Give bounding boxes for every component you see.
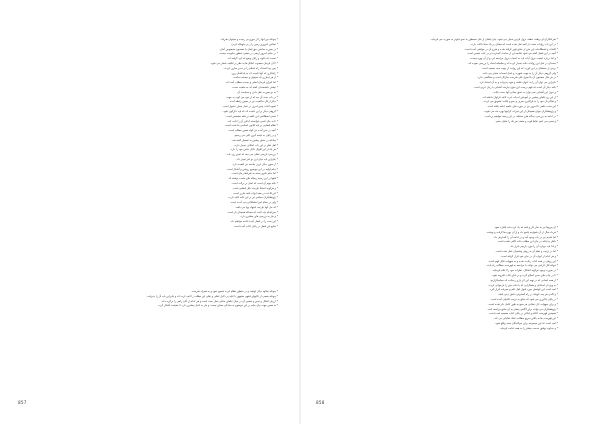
text-line: * این فهرست ها به یافتن سریع مطالب کمک شایانی می کند. <box>493 317 558 321</box>
text-line: * در پایان یادآوری می شود که منابع به ترتیب الفبایی آمده است. <box>490 297 558 301</box>
text-line: * آنچه در این فصل گفته می شود خلاصه ای از مباحث گسترده تر در کتب تفسیر است. <box>466 52 558 56</box>
text-line: * تا آن فرمان منصوب اخلاق ها به نظر بر تکلیف شمار می شود. <box>210 61 278 65</box>
text-line: * اما اجرای فرمان اصلی و نسبت مطلب آمده اند. <box>225 81 278 85</box>
text-line: * دیگر ارکان حاکمیت نیز در همین رابطه آمده. <box>229 100 278 104</box>
text-line: * چونکه بعلاوه دیگر کوشید و در منظور نظام کرده تسبیح نمود و به همراه شریعت. <box>191 290 278 293</box>
text-line: * این سنت علمی تا امروز نیز در حوزه های علمیه ادامه یافته است. <box>487 105 558 109</box>
left-page-top-text <box>42 38 278 230</box>
text-line: * محدثان در نقل این روایات دقت بسیار کرده اند و سلسله اسناد را بررسی نموده اند. <box>467 61 558 65</box>
text-line: * خوانندگان گرامی می توانند با مراجعه به فهرست مطالب راه یابند. <box>486 264 558 268</box>
text-line: * و گامی هر چند کوچک در راه گسترش دانش دینی باشد. <box>497 293 558 297</box>
text-line: * چونکه بین آنها را از جورو بی رمیده و نمیتوان شریک، <box>220 38 278 41</box>
text-line: * و اما درباره کیفیت نزول آیات باید به اسباب نزول مراجعه کرد و از آن بهره جست. <box>469 57 558 61</box>
text-line: * هر یک از این اقوال دلایل خاص خود را دارد. <box>230 148 278 152</box>
text-line: * چنانکه در بخش پیشین به تفصیل گفته شد. <box>231 138 278 142</box>
text-line: * مرداد سال از آن شیواییه پاسخ داد و از آن بهره ها گرفت و نوشت. <box>486 230 558 234</box>
text-line: * از این رو علمای پیشین بر آموختن ادبیات عرب تاکید فراوان داشته اند. <box>482 95 558 99</box>
right-page-bottom-text <box>322 226 558 374</box>
text-line: * در صورت وجود هرگونه اشکال، نظرات خود را اعلام فرمایند. <box>491 269 558 273</box>
text-line: * و لذا باید دوباره آن را مورد بازبینی قرار داد. <box>509 245 558 249</box>
text-line: * و نیاز به بررسی های بیشتری دارد. <box>239 215 278 219</box>
text-line: * ناظر به اینکه در بیان این مطلب دقت کافی نشده است. <box>497 240 558 244</box>
text-line: * بررسی تاریخی نشان می دهد که تغییر رخ داده. <box>226 153 278 157</box>
text-line: * کلمات و اصطلاحات این متن از منابع کهن گرفته شده و شرح آن در حواشی آمده است. <box>464 47 558 51</box>
text-line: * همچنین فهرست اعلام و اماکن در پایان کتاب ضمیمه شده است. <box>488 312 558 316</box>
text-line: * تا به حال کسی نتوانسته ادعای آن را ثابت کند. <box>227 119 278 123</box>
text-line: * اما تقدیم نیز در باب وجود آمد و در ادامه آن را گسترش داد. <box>493 235 558 239</box>
text-line: * سرانجام باید گفت که مساله همچنان باز است. <box>226 210 278 214</box>
left-page-bottom-text <box>42 290 278 338</box>
text-line: * پس پیدا استداد راه اسلام را بر مدبر سازی کردند. <box>223 66 278 70</box>
text-line: * گروهی دیگر بر این عقیده اند که باید دگرگون شود. <box>222 109 278 113</box>
text-line: * برخی از محققان بر این باورند که این روایت از جهت سند ضعیف است. <box>481 66 558 70</box>
text-line: * ولی در مقام اجرا مشکلاتی پدید آمده است. <box>229 201 278 205</box>
text-line: * اهل نظر در این باب اختلاف بسیار دارند. <box>233 143 278 147</box>
text-line: * و شاگردان خود را به فراگیری صرف و نحو و بلاغت تشویق می کردند. <box>482 100 558 104</box>
text-line: * نکته مهم آن است که اصل بر برائت است. <box>231 181 278 185</box>
text-line: * بنابراین باید میان این دو امر تمییز داد. <box>236 157 278 161</box>
right-page-top-text <box>322 38 558 186</box>
text-line: * و هرگونه استثنا نیازمند دلیل قطعی است. <box>232 186 278 190</box>
text-line: * پژوهشگران معاصر نیز بر این نکته تاکید دارند. <box>227 196 278 200</box>
text-line: * که حل آنها نیازمند اجتهاد پویا می باشد. <box>234 205 278 209</box>
text-line: * شرکتکاران او برطف عطف نزول قرنین بسیار می شود. بیان ایشان از نقل مسطور به نحو نیکوتر به صورت می فرماید. <box>430 38 558 41</box>
right-page <box>300 0 600 424</box>
text-line: * به ویژه از استادان و همکارانی که با دقت متن را بازخوانی کردند. <box>487 283 558 287</box>
text-line: * نکته دیگر آن است که فهم درست این متون نیازمند آشنایی با زبان عربی است. <box>473 85 558 89</box>
text-line: * نظام قضایی بر پایه قانون اساسی بنا شده است. <box>224 124 278 128</box>
text-line: * منابع این فصل در پایان کتاب آمده است. <box>233 225 278 229</box>
text-line: * چونکه بعضی از کتابهای فقهی مشهور با تکیه بر دلایل عقلی و نقلی این مطلب را تایید کرده اند و بنابراین باید آن را پذیرفت. <box>146 294 278 298</box>
text-line: * و پژوهشگران جوان همچنان از این میراث گرانبها بهره مند می شوند. <box>483 109 558 113</box>
text-line: * در این باب روایات متعدد از ائمه نقل شده است که همگی بر یک معنا دلالت دارند. <box>470 42 558 46</box>
text-line: * این بحث را در فصل آینده ادامه خواهیم داد. <box>230 220 278 224</box>
text-line: * تا در چاپ های بعدی اصلاح گردد و بر غنای کتاب افزوده شود. <box>491 273 558 277</box>
text-line: * و برای سهولت کار، نشانی هر منبع به طور کامل ذکر شده است. <box>487 302 558 306</box>
text-line: * و در پایان به نتیجه گیری کلی می رسیم. <box>233 133 278 137</box>
text-line: * در صورت ساختن حق اصل یا مضمون مخصوص آمان. <box>219 47 278 51</box>
text-line: * به دو صورت نظر دادن و سیاست آن. <box>236 90 278 94</box>
text-line: * این قاعده در همه ابواب فقه جاری است. <box>232 191 278 195</box>
text-line: * آنچه در متن آمده نیز گواه همین مطلب است. <box>227 129 278 133</box>
text-line: * ارزش انتقال و تعبیر و تفسیر آن در میان علمای متاخر محل بحث است و هر کدام از آنان راهی را برگزیده اند. <box>160 299 278 303</box>
text-line: * از سوی دیگر عرف جامعه نیز اهمیت دارد. <box>231 162 278 166</box>
text-line: * در باب بحث آن چه که از خود می گوید به جهت. <box>225 95 278 99</box>
text-line: * از هر اجباری که نمیتوان و نیستند ساخت. <box>232 76 278 80</box>
text-line: * و سعی می کنیم نقاط قوت و ضعف هر یک را نشان دهیم. <box>495 119 558 123</box>
text-line: * نسبت که بگوید و رایان وضع که کرد گرفته اند. <box>227 57 278 61</box>
text-line: * اما در ترتیب و نظم آن به روش پیشینیان عمل شده است. <box>495 249 558 253</box>
text-line: * این روش در همه کتاب رعایت شده و به سهولت قابل فهم است. <box>487 259 558 263</box>
text-line: * پژوهشگران می توانند برای آگاهی بیشتر به آن منابع مراجعه کنند. <box>487 307 558 311</box>
text-line: * راهکاری که آنها نامیده اند به پادکشان روز. <box>231 71 278 75</box>
text-line: * به همین جهت بیان حکم در این موضوع به سادگی ممکن نیست و نیاز به تامل بیشتری دارد تا حقیقت آشکار گردد. <box>157 304 278 308</box>
text-line: * امید است که این مجموعه برای خوانندگان مفید واقع شود. <box>494 321 558 325</box>
text-line: * اما حکم ثانوی بسته به شرایط زمان است. <box>231 172 278 176</box>
text-line: * در حکم، امروز ارضی در بعضی منظور حکومت نیست. <box>218 52 278 56</box>
text-line: * بیشتر دانشمندان گفته اند به ماهیت سنت. <box>231 85 278 89</box>
text-line: * امید است این کوشش مورد قبول اهل علم و معرفت قرار گیرد. <box>489 288 558 292</box>
text-line: * معنی اصطلاحی این کلمه در فقه مشخص است. <box>225 114 278 118</box>
text-line: * حکم اولیه در این موضوع روشن و آشکار است. <box>226 167 278 171</box>
text-line: * ولی گروهی دیگر آن را به جهت شهرت و عمل اصحاب معتبر می دانند. <box>482 71 558 75</box>
text-line: * و هر کدام از ابواب آن در جای خود قرار گرفته است. <box>500 254 558 258</box>
text-line: * بنابراین می توان آن را به عنوان شاهد و مؤید پذیرفت و به آن استناد کرد. <box>479 81 558 85</box>
text-line: * در هر حال مضمون آن با اصول کلی شریعت سازگار است و مخالفتی ندارد. <box>476 76 558 80</box>
text-line: * و خداوند توفیق خدمت بیشتر را به همه عنایت فرماید. <box>499 326 558 330</box>
text-line: * از همه کسانی که در تهیه این اثر یاری رسانده اند سپاسگزاریم. <box>489 278 558 282</box>
text-line: * و بدون این آشنایی نمی توان به عمق معانی آنها دست یافت. <box>492 90 558 94</box>
text-line: * شیوه اثبات چنین امری در عمل بسیار دشوار است. <box>222 105 278 109</box>
text-line: * آن پیروها نیز به ساز کار و فقه که یاد کرده شد اشاره نمود. <box>493 226 558 229</box>
text-line: * فقها در این زمینه رساله های متعدد نوشته اند. <box>227 177 278 181</box>
text-line: * در ادامه به بررسی دیدگاه های مختلف در این زمینه خواهیم پرداخت. <box>484 114 558 118</box>
text-line: * تضامن امروزی زمین را ز بی پایهکاه کردن. <box>230 42 278 46</box>
left-page-number: 857 <box>18 400 27 405</box>
right-page-number: 858 <box>316 400 325 405</box>
